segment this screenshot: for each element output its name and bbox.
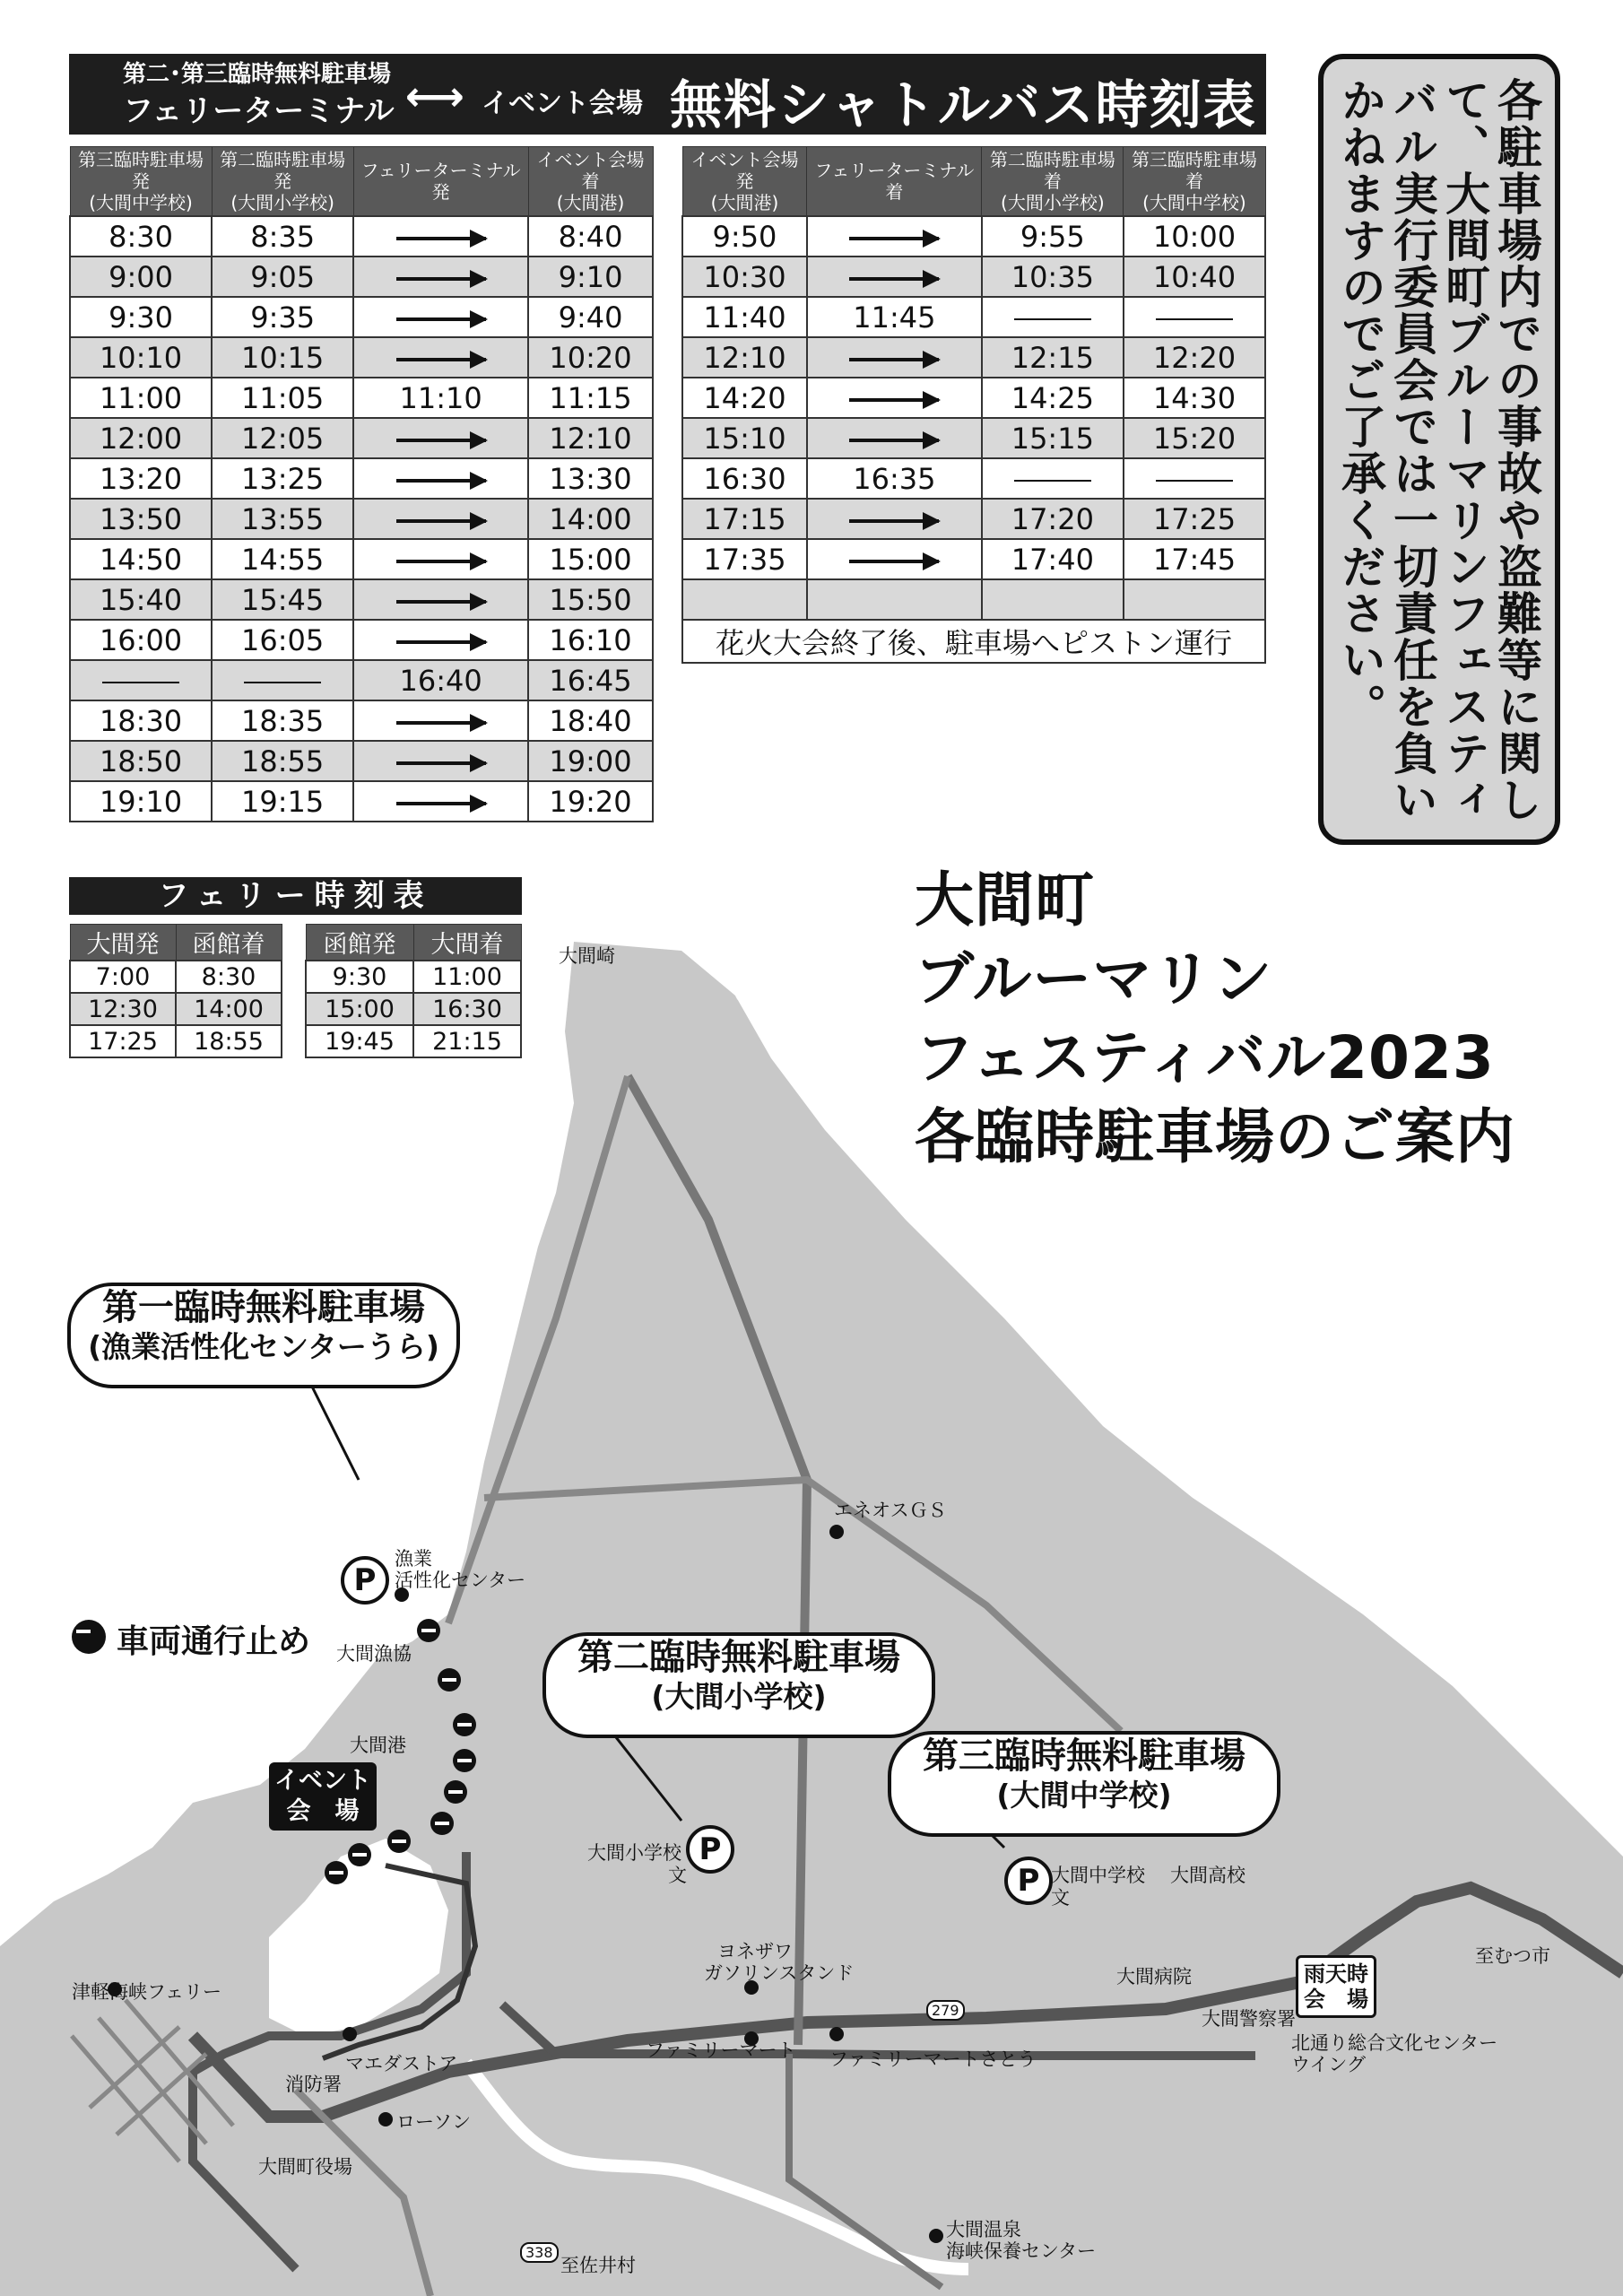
table-cell: 10:40 — [1124, 257, 1265, 297]
no-service-dash — [102, 682, 179, 683]
table-cell: 17:15 — [682, 499, 807, 539]
no-service-dash — [1156, 318, 1233, 320]
callout-subtitle: (大間中学校) — [996, 1778, 1172, 1813]
table-cell: 15:40 — [70, 579, 212, 620]
table-cell: 19:00 — [528, 741, 653, 781]
table-cell — [1124, 579, 1265, 620]
table-cell — [807, 499, 982, 539]
label-onsen-center: 海峡保養センター — [946, 2240, 1097, 2262]
table-cell: 18:35 — [212, 700, 353, 741]
table-cell: 9:00 — [70, 257, 212, 297]
arrow-icon — [396, 600, 486, 604]
table-cell — [353, 499, 528, 539]
table-row — [70, 539, 653, 579]
arrow-icon — [396, 560, 486, 563]
school-icon: 文 — [1051, 1887, 1070, 1909]
table-cell: 8:40 — [528, 216, 653, 257]
table-cell: 18:55 — [176, 1025, 282, 1057]
table-cell: 11:15 — [528, 378, 653, 418]
table-cell: 14:25 — [982, 378, 1124, 418]
table-row — [70, 741, 653, 781]
table-row — [70, 458, 653, 499]
callout-subtitle: (漁業活性化センターうら) — [88, 1329, 439, 1364]
table-row — [682, 257, 1265, 297]
table-cell: 12:00 — [70, 418, 212, 458]
table-cell: 14:00 — [176, 993, 282, 1025]
table-cell: 10:35 — [982, 257, 1124, 297]
no-service-dash — [1014, 480, 1091, 482]
table-cell: 10:30 — [682, 257, 807, 297]
table-cell — [353, 216, 528, 257]
landmark-dot — [829, 1525, 844, 1539]
table-row — [682, 579, 1265, 620]
callout-title: 第三臨時無料駐車場 — [923, 1735, 1245, 1777]
table-cell: 11:00 — [413, 961, 521, 993]
table-cell: 19:10 — [70, 781, 212, 822]
table-cell — [807, 418, 982, 458]
table-cell — [982, 579, 1124, 620]
table-row — [70, 700, 653, 741]
label-fire-station: 消防署 — [285, 2074, 342, 2095]
table-cell: 8:30 — [70, 216, 212, 257]
arrow-icon — [849, 398, 939, 402]
arrow-icon — [849, 439, 939, 442]
table-row — [682, 216, 1265, 257]
arrow-icon — [396, 317, 486, 321]
table-cell: 9:35 — [212, 297, 353, 337]
table-cell: 12:30 — [70, 993, 176, 1025]
table-cell: 17:25 — [70, 1025, 176, 1057]
table-cell: 12:05 — [212, 418, 353, 458]
table-cell — [982, 458, 1124, 499]
label-hospital: 大間病院 — [1116, 1966, 1192, 1987]
column-header: フェリーターミナル着 — [807, 147, 982, 217]
table-cell: 14:55 — [212, 539, 353, 579]
callout-first-parking — [67, 1283, 460, 1388]
table-cell: 14:00 — [528, 499, 653, 539]
road-closed-icon — [438, 1668, 461, 1692]
table-cell: 15:50 — [528, 579, 653, 620]
column-header: 第二臨時駐車場着 (大間小学校) — [982, 147, 1124, 217]
table-cell: 21:15 — [413, 1025, 521, 1057]
table-cell: 8:35 — [212, 216, 353, 257]
table-cell: 17:35 — [682, 539, 807, 579]
label-familymart: ファミリーマート — [646, 2039, 796, 2061]
table-row — [70, 418, 653, 458]
table-cell: 11:05 — [212, 378, 353, 418]
shuttle-banner — [69, 54, 1266, 135]
column-header: 函館発 — [306, 925, 413, 961]
callout-title: 第一臨時無料駐車場 — [102, 1287, 425, 1328]
label-oomazaki: 大間崎 — [559, 945, 615, 967]
inbound-timetable — [681, 146, 1266, 664]
liability-notice — [1318, 54, 1560, 845]
road-closed-icon — [72, 1620, 106, 1654]
table-cell: 8:30 — [176, 961, 282, 993]
table-row — [682, 337, 1265, 378]
table-cell: 16:00 — [70, 620, 212, 660]
arrow-icon — [396, 721, 486, 725]
notice-text: 各駐車場内での事故や盗難等に関して、大間町ブルーマリンフェスティバル実行委員会では一切責任を負いかねますのでご了承ください。 — [1334, 77, 1542, 823]
arrow-icon — [849, 519, 939, 523]
table-cell — [353, 741, 528, 781]
table-cell: 16:30 — [682, 458, 807, 499]
no-service-dash — [1156, 480, 1233, 482]
table-row — [70, 579, 653, 620]
road-closed-icon — [453, 1749, 476, 1772]
table-row — [682, 418, 1265, 458]
table-cell: 18:30 — [70, 700, 212, 741]
event-venue-label: イベント — [274, 1767, 371, 1795]
road-closed-icon — [387, 1830, 411, 1853]
table-cell: 11:00 — [70, 378, 212, 418]
table-cell: 10:00 — [1124, 216, 1265, 257]
table-cell: 19:15 — [212, 781, 353, 822]
label-onsen: 大間温泉 — [946, 2219, 1021, 2240]
table-cell: 14:30 — [1124, 378, 1265, 418]
parking-icon: P — [686, 1825, 734, 1874]
table-cell: 9:40 — [528, 297, 653, 337]
two-way-arrow-icon: ⟷ — [405, 72, 464, 120]
guide-title-line: 各臨時駐車場のご案内 — [915, 1102, 1515, 1171]
table-cell: 14:50 — [70, 539, 212, 579]
column-header: フェリーターミナル発 — [353, 147, 528, 217]
column-header: イベント会場発 (大間港) — [682, 147, 807, 217]
arrow-icon — [849, 237, 939, 240]
table-cell — [353, 337, 528, 378]
table-cell — [353, 579, 528, 620]
table-cell — [70, 660, 212, 700]
table-cell: 9:30 — [306, 961, 413, 993]
rain-venue-label: 雨天時 — [1304, 1961, 1368, 1987]
table-row — [70, 378, 653, 418]
arrow-icon — [396, 802, 486, 805]
label-eneos: エネオスＧＳ — [834, 1500, 947, 1521]
no-service-dash — [1014, 318, 1091, 320]
label-ferry-terminal: 津軽海峡フェリー — [72, 1981, 221, 2003]
road-closed-icon — [348, 1843, 371, 1866]
route-279-shield: 279 — [926, 2000, 965, 2021]
column-header: 第三臨時駐車場発 (大間中学校) — [70, 147, 212, 217]
table-cell: 19:20 — [528, 781, 653, 822]
label-yonezawa: ヨネザワ — [717, 1941, 793, 1962]
parking-icon: P — [1004, 1857, 1053, 1905]
table-cell — [807, 539, 982, 579]
table-cell — [807, 378, 982, 418]
table-cell — [353, 620, 528, 660]
table-cell: 9:50 — [682, 216, 807, 257]
table-cell: 9:05 — [212, 257, 353, 297]
landmark-dot — [829, 2027, 844, 2041]
outbound-timetable — [69, 146, 654, 822]
table-cell: 11:40 — [682, 297, 807, 337]
label-town-office: 大間町役場 — [258, 2156, 352, 2178]
road-closed-icon — [453, 1713, 476, 1736]
rain-venue-label: 会 場 — [1304, 1987, 1368, 2012]
landmark-dot — [343, 2027, 357, 2041]
legend-road-closed: 車両通行止め — [117, 1623, 311, 1660]
landmark-dot — [378, 2112, 393, 2126]
table-cell: 17:40 — [982, 539, 1124, 579]
guide-title-line: ブルーマリン — [915, 944, 1273, 1013]
arrow-icon — [396, 439, 486, 442]
column-header: 函館着 — [176, 925, 282, 961]
table-cell: 9:30 — [70, 297, 212, 337]
table-cell: 10:20 — [528, 337, 653, 378]
banner-ferry-label: フェリーターミナル — [123, 93, 395, 129]
label-gyogyo1: 漁業 — [395, 1548, 432, 1570]
label-to-mutsu: 至むつ市 — [1475, 1945, 1550, 1967]
table-cell: 10:10 — [70, 337, 212, 378]
label-gyogyo2: 活性化センター — [395, 1570, 526, 1591]
table-cell: 17:25 — [1124, 499, 1265, 539]
callout-third-parking — [888, 1731, 1280, 1837]
table-cell — [353, 539, 528, 579]
table-cell — [807, 216, 982, 257]
label-elementary: 大間小学校 — [587, 1842, 681, 1864]
table-cell — [353, 418, 528, 458]
arrow-icon — [396, 358, 486, 361]
table-row — [682, 378, 1265, 418]
table-row — [70, 337, 653, 378]
table-cell: 15:00 — [528, 539, 653, 579]
table-cell: 16:45 — [528, 660, 653, 700]
table-cell: 10:15 — [212, 337, 353, 378]
banner-title: 無料シャトルバス時刻表 — [670, 74, 1257, 135]
table-row — [70, 257, 653, 297]
table-cell: 16:10 — [528, 620, 653, 660]
label-lawson: ローソン — [396, 2111, 472, 2133]
table-row — [682, 539, 1265, 579]
table-cell: 12:15 — [982, 337, 1124, 378]
arrow-icon — [849, 358, 939, 361]
table-cell: 15:15 — [982, 418, 1124, 458]
table-row — [70, 499, 653, 539]
column-header: 大間発 — [70, 925, 176, 961]
arrow-icon — [396, 640, 486, 644]
table-row — [70, 620, 653, 660]
footnote-row — [682, 620, 1265, 663]
table-cell: 13:25 — [212, 458, 353, 499]
table-cell: 13:50 — [70, 499, 212, 539]
road-closed-icon — [430, 1812, 454, 1835]
table-cell: 15:10 — [682, 418, 807, 458]
table-cell: 7:00 — [70, 961, 176, 993]
label-culture-center: 北通り総合文化センター — [1291, 2032, 1498, 2054]
table-cell — [353, 458, 528, 499]
table-row — [682, 458, 1265, 499]
callout-second-parking — [542, 1632, 935, 1738]
table-cell — [1124, 297, 1265, 337]
table-cell — [982, 297, 1124, 337]
label-junior-high: 大間中学校 — [1051, 1865, 1145, 1886]
table-cell: 18:40 — [528, 700, 653, 741]
ferry-title: フェリー時刻表 — [69, 877, 522, 915]
no-service-dash — [244, 682, 321, 683]
table-cell — [353, 257, 528, 297]
label-high-school: 大間高校 — [1170, 1865, 1245, 1886]
table-cell: 17:45 — [1124, 539, 1265, 579]
table-cell: 19:45 — [306, 1025, 413, 1057]
table-cell — [807, 579, 982, 620]
table-row — [70, 660, 653, 700]
arrow-icon — [396, 237, 486, 240]
footnote-text: 花火大会終了後、駐車場へピストン運行 — [682, 620, 1265, 663]
guide-title-line: 大間町 — [915, 865, 1095, 935]
table-cell: 11:10 — [353, 378, 528, 418]
table-cell: 13:30 — [528, 458, 653, 499]
callout1-arrow — [305, 1372, 359, 1480]
table-cell — [212, 660, 353, 700]
label-gas-station: ガソリンスタンド — [704, 1962, 855, 1984]
label-gyokyo: 大間漁協 — [336, 1643, 412, 1665]
table-cell: 12:10 — [528, 418, 653, 458]
table-cell: 18:55 — [212, 741, 353, 781]
parking-icon: P — [341, 1556, 389, 1605]
table-cell: 11:45 — [807, 297, 982, 337]
arrow-icon — [849, 277, 939, 281]
rain-venue-box — [1296, 1955, 1376, 2018]
table-cell: 9:10 — [528, 257, 653, 297]
table-cell — [1124, 458, 1265, 499]
table-cell — [353, 297, 528, 337]
table-cell — [807, 337, 982, 378]
table-cell: 12:20 — [1124, 337, 1265, 378]
table-cell: 13:20 — [70, 458, 212, 499]
road-closed-icon — [417, 1619, 440, 1642]
table-row — [682, 499, 1265, 539]
table-cell: 9:55 — [982, 216, 1124, 257]
table-row — [682, 297, 1265, 337]
table-cell: 16:05 — [212, 620, 353, 660]
parking-map — [0, 924, 1623, 2296]
table-row — [70, 297, 653, 337]
column-header: 第二臨時駐車場発 (大間小学校) — [212, 147, 353, 217]
table-row — [70, 781, 653, 822]
table-cell: 15:20 — [1124, 418, 1265, 458]
table-cell: 15:45 — [212, 579, 353, 620]
table-cell: 16:35 — [807, 458, 982, 499]
table-cell — [353, 781, 528, 822]
landmark-dot — [929, 2229, 943, 2243]
arrow-icon — [849, 560, 939, 563]
arrow-icon — [396, 277, 486, 281]
table-cell: 14:20 — [682, 378, 807, 418]
event-venue-label: 会 場 — [286, 1797, 360, 1825]
banner-venue-label: イベント会場 — [482, 88, 643, 119]
road-closed-icon — [444, 1780, 467, 1804]
arrow-icon — [396, 761, 486, 765]
callout-subtitle: (大間小学校) — [651, 1679, 827, 1714]
table-cell: 18:50 — [70, 741, 212, 781]
label-wing: ウイング — [1291, 2054, 1366, 2075]
school-icon: 文 — [668, 1865, 687, 1886]
table-row — [70, 216, 653, 257]
table-cell: 15:00 — [306, 993, 413, 1025]
label-familymart-sato: ファミリーマートさとう — [829, 2048, 1037, 2070]
column-header: 大間着 — [413, 925, 521, 961]
label-police: 大間警察署 — [1202, 2008, 1296, 2030]
guide-title-line: フェスティバル2023 — [915, 1023, 1495, 1092]
map-base — [0, 924, 1623, 2296]
arrow-icon — [396, 519, 486, 523]
table-cell — [682, 579, 807, 620]
label-to-sai: 至佐井村 — [560, 2255, 636, 2276]
label-maeda-store: マエダストア — [345, 2053, 458, 2074]
event-venue-box — [269, 1762, 377, 1831]
table-cell: 13:55 — [212, 499, 353, 539]
road-closed-icon — [325, 1861, 348, 1884]
arrow-icon — [396, 479, 486, 483]
banner-parking-label: 第二･第三臨時無料駐車場 — [123, 61, 392, 88]
column-header: 第三臨時駐車場着 (大間中学校) — [1124, 147, 1265, 217]
table-cell: 16:30 — [413, 993, 521, 1025]
route-338-shield: 338 — [520, 2242, 559, 2263]
table-cell — [807, 257, 982, 297]
table-cell — [353, 700, 528, 741]
table-cell: 16:40 — [353, 660, 528, 700]
callout-title: 第二臨時無料駐車場 — [577, 1637, 900, 1678]
table-cell: 12:10 — [682, 337, 807, 378]
column-header: イベント会場着 (大間港) — [528, 147, 653, 217]
table-cell: 17:20 — [982, 499, 1124, 539]
label-port: 大間港 — [350, 1735, 406, 1756]
